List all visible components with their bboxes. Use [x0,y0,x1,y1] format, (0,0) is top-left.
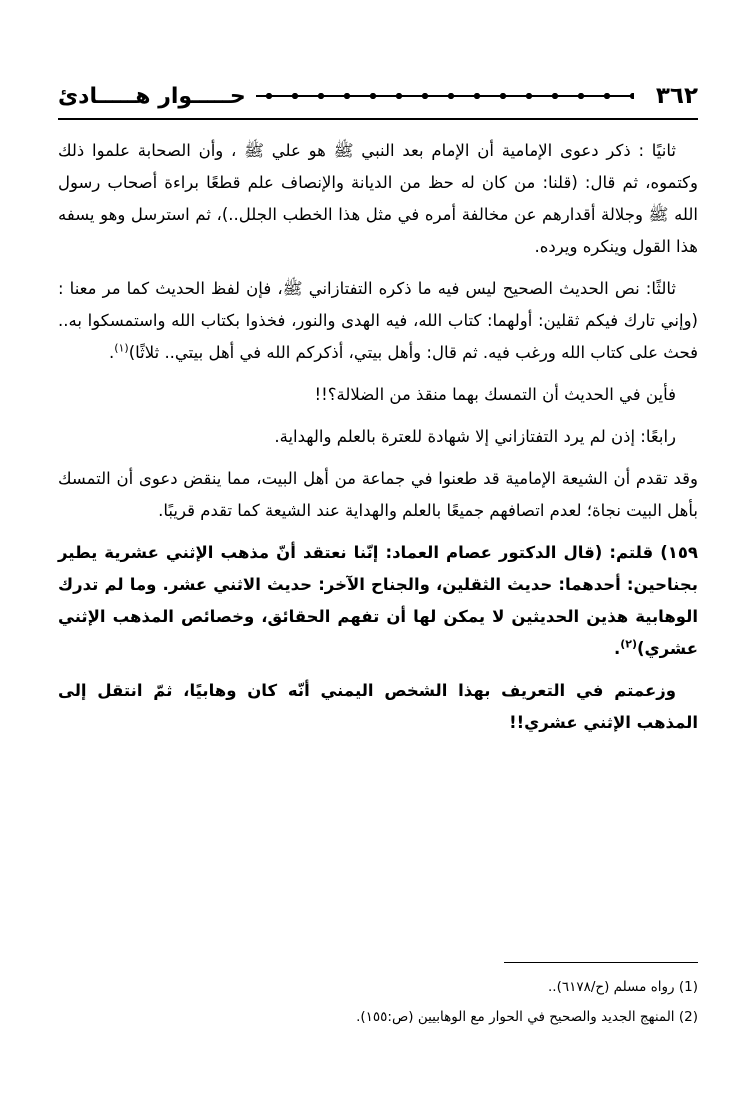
footnote-ref-2: (٢) [620,637,637,651]
paragraph-question: فأين في الحديث أن التمسك بهما منقذ من الضلالة؟!! [314,385,676,404]
page-number: ٣٦٢ [655,83,698,109]
running-header [58,76,698,116]
footnotes [58,970,698,1034]
footnote-2: (2) المنهج الجديد والصحيح في الحوار مع الوهابيين (ص:١٥٥). [356,1009,698,1025]
paragraph-shia-criticism: وقد تقدم أن الشيعة الإمامية قد طعنوا في جماعة من أهل البيت، مما ينقض دعوى أن التمسك بأهل البيت نجاة؛ لعدم اتصافهم جميعًا بالعلم والهداية عند الشيعة كما تقدم قريبًا. [58,469,698,520]
footnote-1: (1) رواه مسلم (ح/٦١٧٨).. [547,979,698,995]
paragraph-thirdly-text: ثالثًا: نص الحديث الصحيح ليس فيه ما ذكره التفتازاني ﷺ، فإن لفظ الحديث كما مر معنا : (وإني تارك فيكم ثقلين: أولهما: كتاب الله، فيه الهدى والنور، فخذوا بكتاب الله واستمسكوا به.. فحث على كتاب الله ورغب فيه. ثم قال: وأهل بيتي، أذكركم الله في أهل بيتي.. ثلاثًا) [58,279,698,362]
header-ornament-icon [256,88,634,104]
paragraph-159-text: ١٥٩) قلتم: (قال الدكتور عصام العماد: إنّنا نعتقد أنّ مذهب الإثني عشرية يطير بجناحين: أحدهما: حديث الثقلين، والجناح الآخر: حديث الاثني عشر. وما لم تدرك الوهابية هذين الحديثين لا يمكن لها أن تفهم الحقائق، وخصائص المذهب الإثني عشري) [58,543,698,658]
main-text [58,135,698,749]
paragraph-159 [58,537,698,665]
paragraph-fourthly: رابعًا: إذن لم يرد التفتازاني إلا شهادة للعترة بالعلم والهداية. [274,427,676,446]
paragraph-thirdly [58,273,698,369]
footnote-separator [504,962,698,963]
end-mark: . [108,343,115,362]
paragraph-claim: وزعمتم في التعريف بهذا الشخص اليمني أنّه كان وهابيًا، ثمّ انتقل إلى المذهب الإثني عشري!! [58,681,698,732]
book-title: حـــــوار هـــــادئ [58,83,246,109]
footnote-ref-1: (١) [114,341,129,355]
paragraph-secondly: ثانيًا : ذكر دعوى الإمامية أن الإمام بعد النبي ﷺ هو علي ﷺ ، وأن الصحابة علموا ذلك وكتموه، ثم قال: (قلنا: من كان له حظ من الديانة والإنصاف علم قطعًا براءة أصحاب رسول الله ﷺ وجلالة أقدارهم عن مخالفة أمره في مثل هذا الخطب الجلل..)، ثم استرسل وهو يسفه هذا القول وينكره ويرده. [58,141,698,256]
header-rule [58,118,698,120]
end-mark: . [613,639,621,658]
